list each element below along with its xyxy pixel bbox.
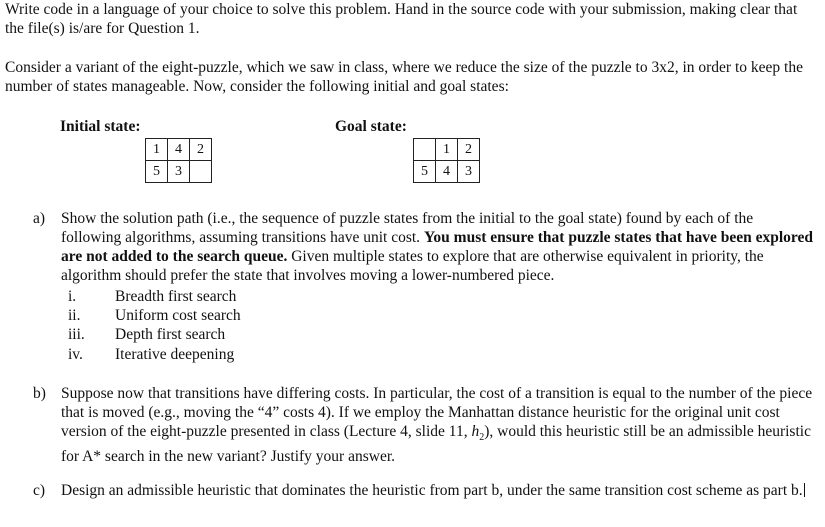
initial-cell: 5 [146, 161, 168, 183]
question-b-label: b) [33, 385, 46, 402]
goal-state-label: Goal state: [335, 118, 407, 135]
question-a-bold-text: You must ensure that puzzle states that have been explored are not added to the search queue. [61, 229, 814, 265]
goal-cell: 4 [436, 161, 458, 183]
h-symbol: h [471, 423, 480, 440]
initial-cell [190, 161, 212, 183]
list-item-number: iii. [68, 326, 85, 343]
initial-state-label: Initial state: [60, 118, 141, 135]
initial-cell: 3 [168, 161, 190, 183]
intro-paragraph: Write code in a language of your choice to solve this problem. Hand in the source code with your submission, making clear that the file(s) is/are for Question 1. [5, 1, 798, 37]
list-item-text: Iterative deepening [115, 346, 235, 363]
list-item-text: Uniform cost search [115, 307, 241, 324]
question-a-label: a) [33, 210, 46, 227]
initial-cell: 1 [146, 139, 168, 161]
initial-state-grid [145, 138, 212, 183]
question-c-label: c) [33, 482, 46, 499]
initial-cell: 2 [190, 139, 212, 161]
h-subscript: 2 [479, 432, 485, 444]
goal-cell: 3 [458, 161, 480, 183]
initial-cell: 4 [168, 139, 190, 161]
goal-cell: 2 [458, 139, 480, 161]
list-item-number: ii. [68, 307, 81, 324]
list-item-number: iv. [68, 346, 83, 363]
variant-paragraph: Consider a variant of the eight-puzzle, which we saw in class, where we reduce the size of the puzzle to 3x2, in order to keep the number of states manageable. Now, consider the following initial and goal states: [5, 59, 803, 95]
question-a-text: Show the solution path (i.e., the sequence of puzzle states from the initial to the goal state) found by each of the following algorithms, assuming transitions have unit cost. You must ensure that puzzle states that have been explored are not added to the search queue. Given multiple states to explore that are otherwise equivalent in priority, the algorithm should prefer the state that involves moving a lower-numbered piece. [61, 210, 814, 284]
list-item-number: i. [68, 288, 77, 305]
goal-cell: 5 [414, 161, 436, 183]
goal-cell [414, 139, 436, 161]
list-item-text: Breadth first search [115, 288, 237, 305]
goal-state-grid [413, 138, 480, 183]
question-b-text: Suppose now that transitions have differing costs. In particular, the cost of a transition is equal to the number of the piece that is moved (e.g., moving the “4” costs 4). If we employ the Manhattan distance heuristic for the original unit cost version of the eight-puzzle presented in class (Lecture 4, slide 11, $h_2$), would this heuristic still be an admissible heuristic for A* search in the new variant? Justify your answer. [61, 385, 813, 466]
list-item-text: Depth first search [115, 326, 226, 343]
goal-cell: 1 [436, 139, 458, 161]
question-c-text: Design an admissible heuristic that dominates the heuristic from part b, under the same transition cost scheme as part b. [61, 482, 803, 499]
text-cursor [804, 483, 805, 497]
